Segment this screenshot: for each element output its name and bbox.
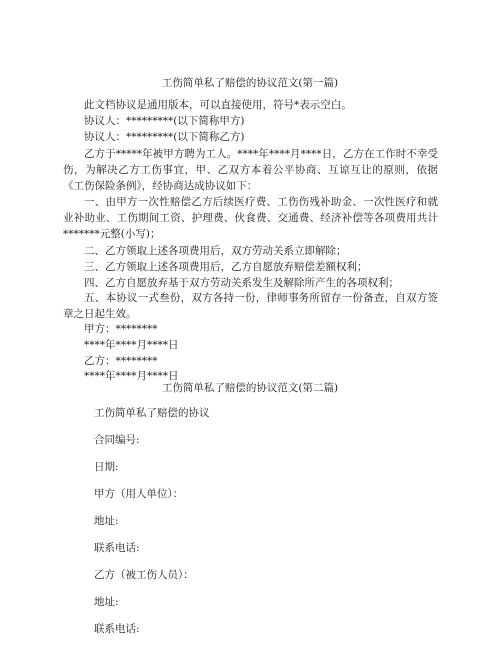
- doc1-party-b-line: 协议人：*********(以下简称乙方): [84, 131, 245, 143]
- doc2-title: 工伤简单私了赔偿的协议范文(第二篇): [161, 382, 339, 394]
- doc1-date-party-b: ****年****月****日: [84, 370, 179, 382]
- doc2-date-label: 日期:: [94, 461, 119, 473]
- doc1-date-party-a: ****年****月****日: [84, 339, 179, 351]
- doc1-title: 工伤简单私了赔偿的协议范文(第一篇): [161, 77, 339, 89]
- doc1-party-a-line: 协议人：*********(以下简称甲方): [84, 115, 245, 127]
- doc1-intro: 此文档协议是通用版本，可以直接使用，符号*表示空白。: [84, 99, 352, 111]
- doc2-party-b-address-label: 地址:: [94, 596, 119, 608]
- doc1-clause-3: 三、乙方领取上述各项费用后，乙方自愿放弃赔偿差额权利；: [84, 261, 368, 273]
- doc1-clause-4: 四、乙方自愿放弃基于双方劳动关系发生及解除所产生的各项权利；: [84, 277, 399, 289]
- doc1-clause-2: 二、乙方领取上述各项费用后，双方劳动关系立即解除；: [84, 245, 347, 257]
- doc1-clause-1: 一、由甲方一次性赔偿乙方后续医疗费、工伤伤残补助金、一次性医疗和就业补助业、工伤期间工资、护理费、伙食费、交通费、经济补偿等各项费用共计*******元整(小写)；: [63, 196, 438, 240]
- doc1-sign-party-b: 乙方：********: [84, 355, 158, 367]
- doc2-party-b-label: 乙方（被工伤人员）：: [94, 569, 194, 581]
- doc2-heading: 工伤简单私了赔偿的协议: [94, 407, 210, 419]
- doc2-party-a-address-label: 地址:: [94, 515, 119, 527]
- doc2-contract-number-label: 合同编号:: [94, 434, 140, 446]
- doc2-party-b-phone-label: 联系电话:: [94, 623, 140, 635]
- doc1-background-paragraph: 乙方于*****年被甲方聘为工人。****年****月****日，乙方在工作时不幸受伤，为解决乙方工伤事宜，甲、乙双方本着公平协商、互谅互让的原则，依据《工伤保险条例》，经协商达成协议如下：: [63, 148, 438, 192]
- doc1-clause-5: 五、本协议一式叁份，双方各持一份，律师事务所留存一份备查，自双方签章之日起生效。: [63, 292, 438, 320]
- doc1-sign-party-a: 甲方：********: [84, 323, 158, 335]
- doc2-party-a-label: 甲方（用人单位）：: [94, 488, 184, 500]
- doc2-party-a-phone-label: 联系电话:: [94, 542, 140, 554]
